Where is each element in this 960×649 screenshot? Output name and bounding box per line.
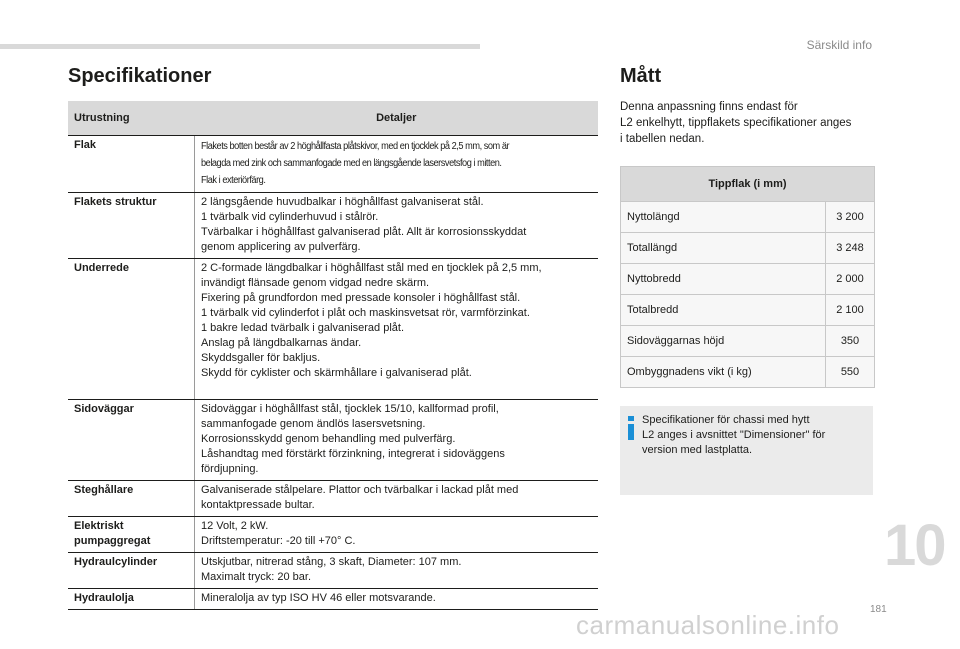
dimension-value: 550 (826, 357, 875, 388)
detail-line: 1 bakre ledad tvärbalk i galvaniserad plåt. (201, 322, 405, 334)
section-title: Särskild info (806, 38, 872, 52)
dimension-label: Ombyggnadens vikt (i kg) (621, 357, 826, 388)
note-line: Specifikationer för chassi med hytt (642, 414, 810, 426)
row-label: Flakets struktur (68, 193, 195, 259)
row-details (195, 589, 599, 610)
dimension-value: 2 000 (826, 264, 875, 295)
table-row (621, 295, 875, 326)
row-label: Sidoväggar (68, 400, 195, 481)
table-row (68, 193, 598, 259)
table-row (621, 357, 875, 388)
row-details (195, 259, 599, 400)
row-label: Hydraulcylinder (68, 553, 195, 589)
detail-line: Fixering på grundfordon med pressade konsoler i höghållfast stål. (201, 292, 521, 304)
detail-line: Galvaniserade stålpelare. Plattor och tvärbalkar i lackad plåt med (201, 484, 519, 496)
dimension-label: Totallängd (621, 233, 826, 264)
dimensions-heading: Mått (620, 65, 662, 87)
row-label: Hydraulolja (68, 589, 195, 610)
dimension-label: Nyttobredd (621, 264, 826, 295)
detail-line: 12 Volt, 2 kW. (201, 520, 269, 532)
detail-line: Skydd för cyklister och skärmhållare i galvaniserad plåt. (201, 367, 472, 379)
row-details (195, 481, 599, 517)
row-details (195, 193, 599, 259)
detail-line: Låshandtag med förstärkt förzinkning, integrerat i sidoväggens (201, 448, 505, 460)
table-row (621, 233, 875, 264)
dimension-label: Totalbredd (621, 295, 826, 326)
detail-line: 1 tvärbalk vid cylinderfot i plåt och maskinsvetsat rör, varmförzinkat. (201, 307, 530, 319)
table-row (68, 136, 598, 193)
detail-line: genom applicering av pulverfärg. (201, 241, 361, 253)
dimension-value: 2 100 (826, 295, 875, 326)
detail-line: 2 längsgående huvudbalkar i höghållfast galvaniserat stål. (201, 196, 484, 208)
detail-line: invändigt flänsade genom vidgad nedre skärm. (201, 277, 430, 289)
row-label: Elektriskt pumpaggregat (68, 517, 195, 553)
detail-line: sammanfogade genom ändlös lasersvetsning. (201, 418, 426, 430)
note-line: L2 anges i avsnittet "Dimensioner" för (642, 429, 826, 441)
row-details (195, 517, 599, 553)
row-details (195, 400, 599, 481)
dimension-value: 3 248 (826, 233, 875, 264)
row-details (195, 553, 599, 589)
table-row (68, 400, 598, 481)
table-row (68, 517, 598, 553)
intro-line: i tabellen nedan. (620, 133, 705, 145)
table-row (621, 202, 875, 233)
table-row (621, 326, 875, 357)
dimensions-intro (620, 99, 880, 147)
table-row (68, 481, 598, 517)
row-label: Steghållare (68, 481, 195, 517)
column-header-equipment: Utrustning (68, 101, 195, 136)
row-label: Flak (68, 136, 195, 193)
specifications-table (68, 101, 598, 610)
dimensions-table (620, 166, 875, 388)
table-row (621, 264, 875, 295)
info-note (620, 406, 873, 495)
page-number: 181 (870, 604, 887, 615)
detail-line: fördjupning. (201, 463, 259, 475)
table-row (68, 259, 598, 400)
dimension-value: 3 200 (826, 202, 875, 233)
intro-line: L2 enkelhytt, tippflakets specifikationer anges (620, 117, 852, 129)
dimension-label: Sidoväggarnas höjd (621, 326, 826, 357)
detail-line: Utskjutbar, nitrerad stång, 3 skaft, Diameter: 107 mm. (201, 556, 462, 568)
dimension-label: Nyttolängd (621, 202, 826, 233)
dimension-value: 350 (826, 326, 875, 357)
detail-line: Anslag på längdbalkarnas ändar. (201, 337, 362, 349)
chapter-number: 10 (884, 513, 945, 578)
detail-line: kontaktpressade bultar. (201, 499, 315, 511)
detail-line: Flakets botten består av 2 höghållfasta plåtskivor, med en tjocklek på 2,5 mm, som är (201, 141, 510, 152)
column-header-details: Detaljer (195, 101, 599, 136)
row-label: Underrede (68, 259, 195, 400)
intro-line: Denna anpassning finns endast för (620, 101, 798, 113)
detail-line: Skyddsgaller för bakljus. (201, 352, 321, 364)
detail-line: 1 tvärbalk vid cylinderhuvud i stålrör. (201, 211, 379, 223)
table-row (68, 589, 598, 610)
detail-line: Tvärbalkar i höghållfast galvaniserad plåt. Allt är korrosionsskyddat (201, 226, 527, 238)
info-note-text (642, 413, 867, 458)
row-details (195, 136, 599, 193)
detail-line: Driftstemperatur: -20 till +70° C. (201, 535, 356, 547)
header-bar (0, 44, 480, 49)
table-row (68, 553, 598, 589)
detail-line: belagda med zink och sammanfogade med en längsgående lasersvetsfog i mitten. (201, 158, 502, 169)
detail-line: Flak i exteriörfärg. (201, 175, 266, 186)
info-icon (624, 416, 638, 440)
watermark: carmanualsonline.info (576, 610, 840, 640)
dimensions-table-header: Tippflak (i mm) (621, 167, 875, 202)
detail-line: Korrosionsskydd genom behandling med pulverfärg. (201, 433, 456, 445)
detail-line: Sidoväggar i höghållfast stål, tjocklek 15/10, kallformad profil, (201, 403, 499, 415)
note-line: version med lastplatta. (642, 444, 753, 456)
detail-line: 2 C-formade längdbalkar i höghållfast stål med en tjocklek på 2,5 mm, (201, 262, 542, 274)
detail-line: Maximalt tryck: 20 bar. (201, 571, 312, 583)
detail-line: Mineralolja av typ ISO HV 46 eller motsvarande. (201, 592, 436, 604)
specifications-heading: Specifikationer (68, 65, 212, 87)
